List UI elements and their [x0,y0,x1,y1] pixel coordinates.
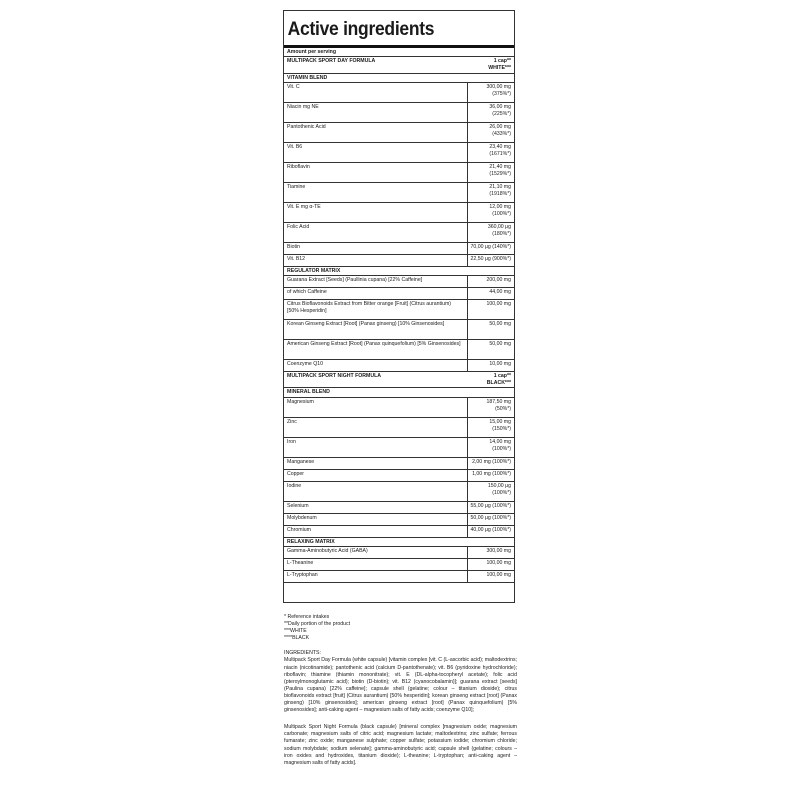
footnote-line: * Reference intakes [284,614,330,620]
row-value [468,83,514,102]
row-value [468,223,514,242]
row-name: Copper [284,470,468,481]
row-name: of which Caffeine [284,288,468,299]
row-value [468,320,514,339]
table-row [284,547,514,559]
value-line: 300,00 mg [486,83,511,90]
row-value [468,288,514,299]
row-name: L-Theanine [284,559,468,570]
value-line: (375%*) [492,91,511,98]
row-value [468,514,514,525]
footnote-line: ***WHITE [284,628,307,635]
table-row [284,163,514,183]
row-value [468,340,514,359]
row-name: Vit. C [284,83,468,102]
row-value [468,103,514,122]
row-name: Vit. B6 [284,143,468,162]
value-line: 70,00 μg (140%*) [470,243,511,250]
table-row [284,340,514,360]
row-name: RELAXING MATRIX [287,538,335,545]
row-value [468,418,514,437]
value-line: 55,00 μg (100%*) [470,502,511,509]
vitamin-blend-heading [284,74,514,83]
value-line: (180%*) [492,231,511,238]
row-name: Amount per serving [287,49,337,55]
relaxing-matrix-heading [284,538,514,547]
page-title: Active ingredients [287,19,435,40]
row-name: Biotin [284,243,468,254]
ingredients-heading: INGREDIENTS: [284,650,321,657]
table-row [284,223,514,243]
row-value [468,183,514,202]
table-row [284,183,514,203]
nutrition-table [283,10,515,603]
row-name: Iodine [284,482,468,501]
row-name: Guarana Extract [Seeds] (Paullinia cupana) [22% Caffeine] [284,276,468,287]
row-name: Vit. E mg α-TE [284,203,468,222]
row-name: Riboflavin [284,163,468,182]
row-name: MULTIPACK SPORT DAY FORMULA [287,58,376,65]
value-line: 36,00 mg [489,103,511,110]
row-name: Vit. B12 [284,255,468,266]
row-value [468,547,514,558]
table-row [284,398,514,418]
footnote-line: ****BLACK [284,635,310,642]
table-row [284,123,514,143]
table-row [284,300,514,320]
row-value [468,470,514,481]
value-line: (150%*) [492,425,511,432]
row-value [468,571,514,582]
value-line: 200,00 mg [486,277,511,284]
row-value [468,526,514,537]
value-line: 50,00 mg [489,341,511,348]
value-line: 26,00 mg [489,123,511,130]
table-row [284,438,514,458]
row-name: Tiamine [284,183,468,202]
row-name: L-Tryptophan [284,571,468,582]
row-name: VITAMIN BLEND [287,74,328,81]
table-row [284,482,514,502]
value-line: 15,00 mg [489,418,511,425]
table-row [284,243,514,255]
row-value [468,123,514,142]
row-value [468,243,514,254]
table-row [284,83,514,103]
table-row [284,502,514,514]
table-row [284,418,514,438]
value-line: 100,00 mg [486,301,511,308]
row-name: American Ginseng Extract [Root] (Panax quinquefolium) [5% Ginsenosides] [284,340,468,359]
value-line: (100%*) [492,445,511,452]
table-row [284,143,514,163]
ingredients-day: Multipack Sport Day Formula (white capsule) [vitamin complex [vit. C (L-ascorbic acid); maltodextrins; niacin (nicotinamide); pantothenic acid (calcium D-pantothenate); vit. B6 (pyridoxine hydrochloride); riboflavin; thiamine (thiamin mononitrate); vit. E (DL-alpha-tocopheryl acetate); folic acid (pteroylmonoglutamic acid); biotin (D-biotin); vit. B12 (cyanocobalamin)]; guarana extract [seeds] (Paulina cupana) [22% caffeine]; capsule shell (gelatine; colour – titanium dioxide); citrus bioflavonoids extract [fruit] (Citrus aurantium) [50% hesperidin]; korean ginseng extract [root] (Panax ginseng) [10% ginsenosides]; american ginseng extract [root] (Panax quinquefolium) [5% ginsenosides]; anti-caking agent – magnesium salts of fatty acids; coenzyme Q10]; [284,657,517,714]
row-name: Manganese [284,458,468,469]
value-line: 1,00 mg (100%*) [472,470,511,477]
row-value [468,255,514,266]
table-row [284,203,514,223]
ingredients-night: Multipack Sport Night Formula (black capsule) [mineral complex [magnesium oxide; magnesium carbonate; magnesium salts of citric acid; magnesium lactate; maltodextrins; zinc sulfate; ferrous fumarate; zinc oxide; manganese sulphate; copper sulfate; potassium iodide; chromium chloride; sodium molybdate; sodium selenate]; gamma-aminobutyric acid; capsule shell (gelatine; colours – iron oxides and hydroxides, titanium dioxide); L-theanine; L-tryptophan; anti-caking agent – magnesium salts of fatty acids]. [284,724,517,766]
row-name: MINERAL BLEND [287,389,330,396]
row-name: MULTIPACK SPORT NIGHT FORMULA [287,373,382,380]
table-row [284,571,514,583]
value-line: 150,00 μg [487,482,511,489]
table-row [284,255,514,267]
value-line: 40,00 μg (100%*) [470,526,511,533]
value-line: (100%*) [492,211,511,218]
row-value [468,502,514,513]
value-line: 360,00 μg [487,223,511,230]
value-line: 1 cap** [493,58,511,65]
footnotes [284,614,517,642]
row-value [468,398,514,417]
value-line: (100%*) [492,489,511,496]
value-line: 100,00 mg [486,571,511,578]
night-formula-row [284,372,514,388]
row-value [468,360,514,371]
row-value [468,57,514,72]
row-name: Molybdenum [284,514,468,525]
table-row [284,470,514,482]
value-line: 14,00 mg [489,438,511,445]
table-row [284,526,514,538]
row-name: Gamma-Aminobutyric Acid (GABA) [284,547,468,558]
table-row [284,276,514,288]
row-name: Selenium [284,502,468,513]
table-row [284,320,514,340]
row-name: Niacin mg NE [284,103,468,122]
amount-per-serving-row [284,48,514,57]
table-row [284,514,514,526]
row-value [468,372,514,387]
row-name: Folic Acid [284,223,468,242]
value-line: (433%*) [492,131,511,138]
row-name: Pantothenic Acid [284,123,468,142]
row-value [468,276,514,287]
value-line: 23,40 mg [489,143,511,150]
row-name: Chromium [284,526,468,537]
value-line: 100,00 mg [486,559,511,566]
ingredient-rows [284,45,514,583]
value-line: (1918%*) [489,191,511,198]
row-value [468,438,514,457]
footer-notes [284,614,517,777]
row-name: REGULATOR MATRIX [287,267,341,274]
table-row [284,458,514,470]
value-line: 187,50 mg [486,398,511,405]
regulator-matrix-heading [284,267,514,276]
row-name: Magnesium [284,398,468,417]
value-line: WHITE*** [488,65,511,72]
value-line: (225%*) [492,111,511,118]
row-value [468,203,514,222]
row-name: Coenzyme Q10 [284,360,468,371]
value-line: 22,50 μg (900%*) [470,255,511,262]
row-name: Iron [284,438,468,457]
value-line: 44,00 mg [489,289,511,296]
row-value [468,559,514,570]
value-line: (1529%*) [489,171,511,178]
value-line: 10,00 mg [489,361,511,368]
value-line: 21,40 mg [489,163,511,170]
row-name: Citrus Bioflavonoids Extract from Bitter orange [Fruit] (Citrus aurantium) [50% Hesperidin] [284,300,468,319]
row-value [468,458,514,469]
value-line: 50,00 μg (100%*) [470,514,511,521]
value-line: 21,10 mg [489,183,511,190]
value-line: (1671%*) [489,151,511,158]
value-line: (50%*) [495,405,511,412]
value-line: 1 cap** [493,373,511,380]
row-name: Korean Ginseng Extract [Root] (Panax ginseng) [10% Ginsenosides] [284,320,468,339]
mineral-blend-heading [284,388,514,397]
value-line: 50,00 mg [489,321,511,328]
value-line: 300,00 mg [486,547,511,554]
ingredients-block [284,650,517,766]
footnote-line: **Daily portion of the product [284,621,351,628]
value-line: 2,00 mg (100%*) [472,458,511,465]
value-line: BLACK*** [486,380,511,387]
row-value [468,163,514,182]
table-row [284,103,514,123]
row-value [468,300,514,319]
table-row [284,559,514,571]
table-row [284,360,514,372]
table-row [284,288,514,300]
row-value [468,143,514,162]
row-value [468,482,514,501]
day-formula-row [284,57,514,73]
row-name: Zinc [284,418,468,437]
value-line: 12,00 mg [489,203,511,210]
